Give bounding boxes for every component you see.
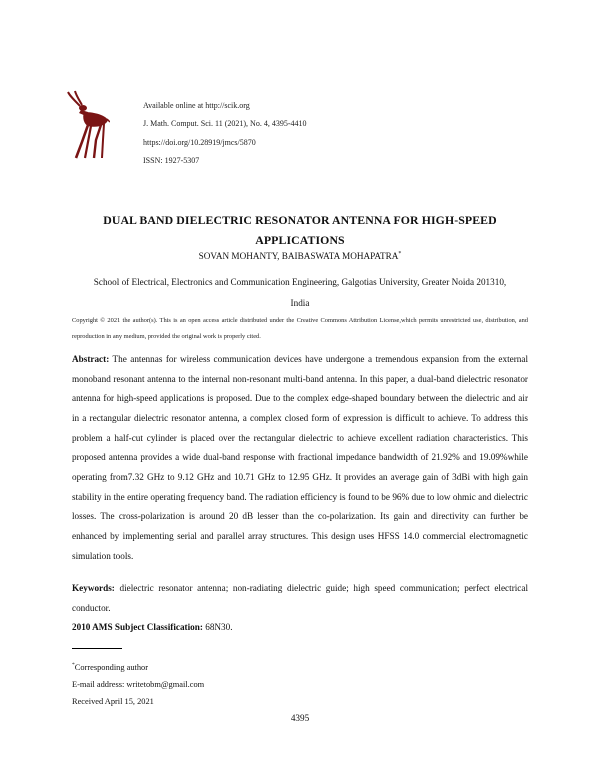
abstract-label: Abstract: [72, 354, 110, 364]
corresponding-mark: * [398, 251, 402, 257]
copyright-notice: Copyright © 2021 the author(s). This is an open access article distributed under the Creative Commons Attribution License,which permits unrestricted use, distribution, and reproduction in any medium, provided the original work is properly cited. [72, 317, 528, 340]
authors [0, 251, 600, 261]
title-line-1: DUAL BAND DIELECTRIC RESONATOR ANTENNA FOR HIGH-SPEED [103, 213, 497, 227]
footnotes [72, 657, 204, 710]
footnote-divider [72, 648, 122, 649]
abstract-text: The antennas for wireless communication devices have undergone a tremendous expansion from the external monoband resonant antenna to the internal non-resonant multi-band antenna. In this paper, a dual-band dielectric resonator antenna for high-speed applications is proposed. Due to the complex edge-shaped boundary between the dielectric and air in a rectangular dielectric resonator antenna, a complex closed form of expression is difficult to achieve. To address this problem a half-cut cylinder is placed over the rectangular dielectric to achieve excellent radiation characteristics. This proposed antenna provides a wide dual-band response with fractional impedance bandwidth of 21.92% and 19.09%while operating from7.32 GHz to 9.12 GHz and 10.71 GHz to 12.95 GHz. It provides an average gain of 3dBi with high gain stability in the entire operating frequency band. The radiation efficiency is found to be 96% due to low ohmic and dielectric losses. The cross-polarization is around 20 dB lesser than the co-polarization. Its gain and directivity can further be enhanced by implementing serial and parallel array structures. This design uses HFSS 14.0 commercial electromagnetic simulation tools. [72, 354, 528, 561]
page-number: 4395 [290, 713, 310, 723]
affiliation-line-2: India [290, 298, 310, 308]
affiliation-line-1: School of Electrical, Electronics and Communication Engineering, Galgotias University, Greater Noida 201310, [93, 277, 507, 287]
ams-label: 2010 AMS Subject Classification: [72, 622, 203, 632]
abstract [72, 350, 528, 566]
publication-info [143, 97, 306, 170]
keywords-text: dielectric resonator antenna; non-radiating dielectric guide; high speed communication; perfect electrical conductor. [72, 583, 529, 613]
footnote-mark: * [72, 662, 75, 668]
keywords-label: Keywords: [72, 583, 115, 593]
doi-link[interactable]: https://doi.org/10.28919/jmcs/5870 [143, 137, 256, 147]
corresponding-author-note [72, 657, 204, 676]
affiliation [60, 272, 540, 314]
issn: ISSN: 1927-5307 [143, 155, 200, 165]
ams-code: 68N30. [205, 622, 233, 632]
ams-classification [72, 622, 528, 632]
corresponding-author-text: Corresponding author [74, 662, 149, 672]
available-online-text: Available online at http://scik.org [143, 101, 250, 110]
title-line-2: APPLICATIONS [255, 233, 345, 247]
journal-citation: J. Math. Comput. Sci. 11 (2021), No. 4, 4395-4410 [143, 119, 307, 129]
antelope-logo-icon [66, 90, 110, 160]
paper-title [60, 210, 540, 250]
author-names: SOVAN MOHANTY, BAIBASWATA MOHAPATRA [198, 251, 399, 262]
email-address: E-mail address: writetobm@gmail.com [72, 679, 205, 689]
keywords [72, 579, 528, 618]
received-date: Received April 15, 2021 [72, 696, 154, 706]
